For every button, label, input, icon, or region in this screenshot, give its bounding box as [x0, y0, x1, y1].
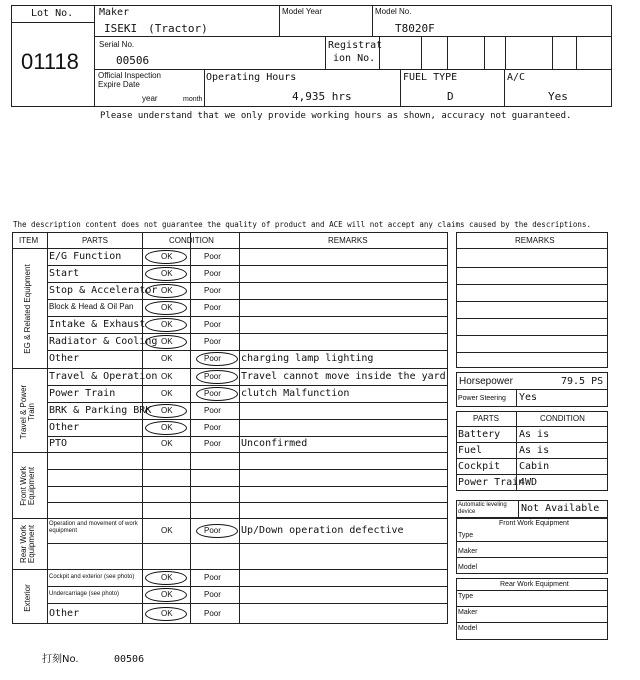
rear-work-title: Rear Work Equipment [500, 581, 569, 588]
row-ok-option[interactable]: OK [161, 439, 173, 448]
ok-selected-circle [145, 284, 187, 298]
front-maker-label: Maker [458, 548, 478, 555]
battery-label: Battery [458, 429, 501, 440]
ok-selected-circle [145, 267, 187, 281]
row-poor-option[interactable]: Poor [204, 337, 221, 346]
hours-value: 4,935 hrs [292, 90, 352, 103]
table-row [12, 316, 448, 333]
rear-model-label: Model [458, 625, 478, 632]
ok-selected-circle [145, 607, 187, 621]
ok-selected-circle [145, 301, 187, 315]
header-section [11, 5, 612, 107]
row-ok-option[interactable]: OK [161, 286, 173, 295]
col-condition-header: CONDITION [169, 236, 214, 245]
table-row [12, 368, 448, 385]
row-poor-option[interactable]: Poor [204, 423, 221, 432]
rear-type-label: Type [458, 593, 474, 600]
hours-notice: Please understand that we only provide working hours as shown, accuracy not guaranteed. [100, 111, 572, 121]
row-ok-option[interactable]: OK [161, 526, 173, 535]
serial-value: 00506 [116, 54, 150, 67]
power-train-value: 4WD [519, 477, 538, 488]
lot-number: 01118 [21, 49, 79, 74]
row-poor-option[interactable]: Poor [204, 372, 221, 381]
row-ok-option[interactable]: OK [161, 590, 173, 599]
col-remarks-header: REMARKS [328, 236, 368, 245]
cockpit-value: Cabin [519, 461, 550, 472]
row-poor-option[interactable]: Poor [204, 439, 221, 448]
row-poor-option[interactable]: Poor [204, 252, 221, 261]
row-ok-option[interactable]: OK [161, 269, 173, 278]
registration-label-line1: Registrat [328, 40, 383, 51]
row-part-label: Undercarriage (see photo) [49, 591, 120, 597]
rear-maker-label: Maker [458, 609, 478, 616]
row-part-label: Intake & Exhaust [49, 319, 146, 330]
fuel-label: Fuel [458, 445, 483, 456]
row-ok-option[interactable]: OK [161, 389, 173, 398]
col-item-header: ITEM [19, 236, 39, 245]
group-rear-work-label: Rear Work Equipment [19, 524, 37, 564]
row-ok-option[interactable]: OK [161, 372, 173, 381]
poor-selected-circle [196, 370, 238, 384]
front-type-label: Type [458, 532, 474, 539]
table-row [12, 385, 448, 402]
table-row [12, 333, 448, 350]
ok-selected-circle [145, 588, 187, 602]
registration-label-line2: ion No. [333, 53, 376, 64]
power-train-label: Power Train [458, 477, 525, 488]
ok-selected-circle [145, 250, 187, 264]
power-steering-label: Power Steering [458, 395, 506, 402]
row-ok-option[interactable]: OK [161, 252, 173, 261]
row-poor-option[interactable]: Poor [204, 526, 221, 535]
fuel-type-label: FUEL TYPE [403, 72, 458, 83]
ac-label: A/C [507, 72, 526, 83]
stamp-label: 打刻No. [42, 654, 79, 665]
row-poor-option[interactable]: Poor [204, 320, 221, 329]
auto-leveling-label-line2: device [458, 509, 476, 515]
ac-value: Yes [548, 90, 568, 103]
row-part-label: Block & Head & Oil Pan [49, 302, 134, 311]
row-poor-option[interactable]: Poor [204, 286, 221, 295]
front-work-title: Front Work Equipment [499, 520, 569, 527]
ok-selected-circle [145, 335, 187, 349]
group-exterior-label: Exterior [23, 584, 32, 612]
ok-selected-circle [145, 318, 187, 332]
row-part-label: BRK & Parking BRK [49, 405, 152, 416]
auto-leveling-label-line1: Automatic leveling [458, 502, 507, 508]
side-remarks-table [456, 232, 608, 640]
row-remark: Unconfirmed [241, 438, 308, 449]
table-row [12, 265, 448, 282]
poor-selected-circle [196, 387, 238, 401]
table-row [12, 350, 448, 368]
table-row [12, 282, 448, 299]
cockpit-label: Cockpit [458, 461, 501, 472]
ok-selected-circle [145, 404, 187, 418]
row-poor-option[interactable]: Poor [204, 389, 221, 398]
row-part-label: Other [49, 608, 80, 619]
row-ok-option[interactable]: OK [161, 320, 173, 329]
group-eg-label: EG & Related Equipment [23, 264, 32, 354]
stamp-value: 00506 [114, 654, 145, 665]
table-row [12, 569, 448, 586]
fuel-value: As is [519, 445, 550, 456]
row-ok-option[interactable]: OK [161, 609, 173, 618]
table-row [12, 248, 448, 265]
front-model-label: Model [458, 564, 478, 571]
side-condition-header: CONDITION [540, 414, 585, 423]
group-front-work-label: Front Work Equipment [19, 466, 37, 506]
row-part-label: Power Train [49, 388, 116, 399]
row-remark: Up/Down operation defective [241, 525, 404, 536]
table-row [12, 586, 448, 603]
table-row [12, 603, 448, 624]
month-label: month [183, 96, 203, 103]
table-row [12, 436, 448, 452]
row-part-label: Other [49, 422, 80, 433]
row-remark: clutch Malfunction [241, 388, 350, 399]
battery-value: As is [519, 429, 550, 440]
row-poor-option[interactable]: Poor [204, 354, 221, 363]
side-parts-header: PARTS [473, 414, 499, 423]
table-row [12, 299, 448, 316]
row-remark: Travel cannot move inside the yard [241, 371, 446, 382]
row-poor-option[interactable]: Poor [204, 406, 221, 415]
col-parts-header: PARTS [82, 236, 108, 245]
table-row [12, 402, 448, 419]
row-part-label: Operation and movement of work equipment [49, 521, 138, 534]
row-poor-option[interactable]: Poor [204, 573, 221, 582]
side-remarks-header: REMARKS [515, 236, 555, 245]
row-part-label: PTO [49, 438, 68, 449]
row-ok-option[interactable]: OK [161, 354, 173, 363]
row-ok-option[interactable]: OK [161, 423, 173, 432]
power-steering-value: Yes [519, 392, 538, 403]
row-poor-option[interactable]: Poor [204, 303, 221, 312]
fuel-type-value: D [447, 90, 454, 103]
row-poor-option[interactable]: Poor [204, 609, 221, 618]
row-part-label: Start [49, 268, 80, 279]
row-part-label: Radiator & Cooling [49, 336, 158, 347]
serial-label: Serial No. [99, 40, 135, 49]
model-year-label: Model Year [282, 7, 323, 16]
row-ok-option[interactable]: OK [161, 406, 173, 415]
row-ok-option[interactable]: OK [161, 573, 173, 582]
row-part-label: Travel & Operation [49, 371, 158, 382]
table-row [12, 518, 448, 543]
auto-leveling-value: Not Available [521, 503, 600, 514]
row-poor-option[interactable]: Poor [204, 269, 221, 278]
ok-selected-circle [145, 571, 187, 585]
table-row [12, 419, 448, 436]
horsepower-value: 79.5 PS [561, 376, 604, 387]
row-ok-option[interactable]: OK [161, 337, 173, 346]
row-part-label: Stop & Accelerator [49, 285, 158, 296]
hours-label: Operating Hours [206, 72, 297, 83]
group-travel-label: Travel & Power Train [19, 384, 37, 440]
year-label: year [142, 94, 158, 103]
horsepower-label: Horsepower [459, 376, 513, 387]
maker-label: Maker [99, 7, 130, 18]
model-no-label: Model No. [375, 7, 412, 16]
row-ok-option[interactable]: OK [161, 303, 173, 312]
poor-selected-circle [196, 352, 238, 366]
row-part-label: Cockpit and exterior (see photo) [49, 574, 135, 580]
lot-label: Lot No. [31, 8, 74, 19]
row-part-label: E/G Function [49, 251, 122, 262]
inspection-label-line2: Expire Date [98, 80, 140, 89]
ok-selected-circle [145, 421, 187, 435]
poor-selected-circle [196, 524, 238, 538]
row-remark: charging lamp lighting [241, 353, 374, 364]
condition-table [12, 232, 448, 624]
model-no-value: T8020F [395, 22, 435, 35]
description-notice: The description content does not guarantee the quality of product and ACE will not accept any claims caused by the descriptions. [13, 220, 591, 229]
inspection-label-line1: Official Inspection [98, 71, 161, 80]
row-part-label: Other [49, 353, 80, 364]
row-poor-option[interactable]: Poor [204, 590, 221, 599]
maker-value: ISEKI (Tractor) [104, 22, 208, 35]
